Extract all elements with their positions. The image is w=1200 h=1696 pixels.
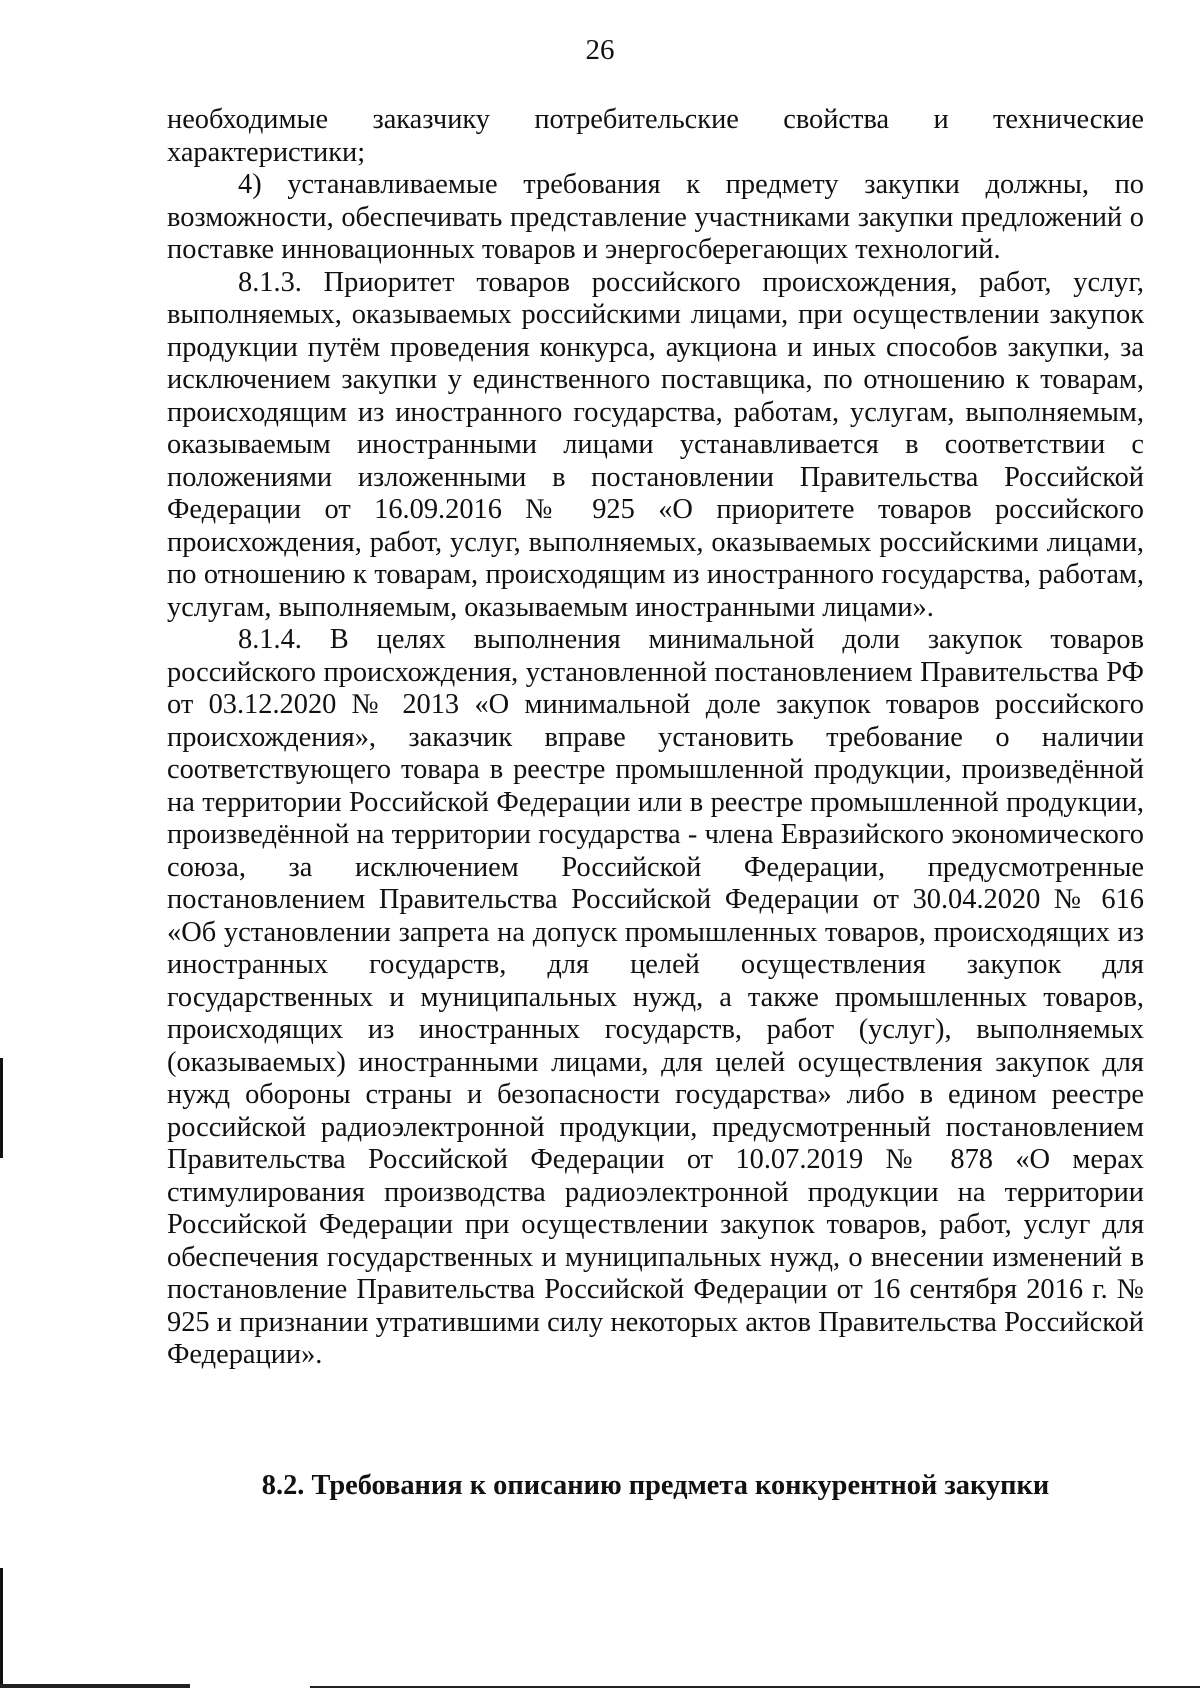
scan-edge-mark-upper xyxy=(0,1058,3,1158)
document-body xyxy=(167,104,1144,1372)
paragraph-8-1-4: 8.1.4. В целях выполнения минимальной доли закупок товаров российского происхождения, установленной постановлением Правительства РФ от 03.12.2020 № 2013 «О минимальной доле закупок товаров российского происхождения», заказчик вправе установить требование о наличии соответствующего товара в реестре промышленной продукции, произведённой на территории Российской Федерации или в реестре промышленной продукции, произведённой на территории государства - члена Евразийского экономического союза, за исключением Российской Федерации, предусмотренные постановлением Правительства Российской Федерации от 30.04.2020 № 616 «Об установлении запрета на допуск промышленных товаров, происходящих из иностранных государств, для целей осуществления закупок для государственных и муниципальных нужд, а также промышленных товаров, происходящих из иностранных государств, работ (услуг), выполняемых (оказываемых) иностранными лицами, для целей осуществления закупок для нужд обороны страны и безопасности государства» либо в едином реестре российской радиоэлектронной продукции, предусмотренный постановлением Правительства Российской Федерации от 10.07.2019 № 878 «О мерах стимулирования производства радиоэлектронной продукции на территории Российской Федерации при осуществлении закупок товаров, работ, услуг для обеспечения государственных и муниципальных нужд, о внесении изменений в постановление Правительства Российской Федерации от 16 сентября 2016 г. № 925 и признании утратившими силу некоторых актов Правительства Российской Федерации». xyxy=(167,624,1144,1370)
paragraph-item-4: 4) устанавливаемые требования к предмету закупки должны, по возможности, обеспечивать представление участниками закупки предложений о поставке инновационных товаров и энергосберегающих технологий. xyxy=(167,169,1144,265)
scan-bottom-line-left xyxy=(0,1684,190,1688)
paragraph-continuation: необходимые заказчику потребительские свойства и технические характеристики; xyxy=(167,104,1144,168)
section-heading: 8.2. Требования к описанию предмета конкурентной закупки xyxy=(261,1470,1050,1501)
scan-bottom-line-right xyxy=(310,1686,1200,1688)
scan-edge-mark-lower xyxy=(0,1568,3,1686)
page-number: 26 xyxy=(585,34,615,66)
paragraph-8-1-3: 8.1.3. Приоритет товаров российского происхождения, работ, услуг, выполняемых, оказываемых российскими лицами, при осуществлении закупок продукции путём проведения конкурса, аукциона и иных способов закупки, за исключением закупки у единственного поставщика, по отношению к товарам, происходящим из иностранного государства, работам, услугам, выполняемым, оказываемым иностранными лицами устанавливается в соответствии с положениями изложенными в постановлении Правительства Российской Федерации от 16.09.2016 № 925 «О приоритете товаров российского происхождения, работ, услуг, выполняемых, оказываемых российскими лицами, по отношению к товарам, происходящим из иностранного государства, работам, услугам, выполняемым, оказываемым иностранными лицами». xyxy=(167,266,1144,623)
